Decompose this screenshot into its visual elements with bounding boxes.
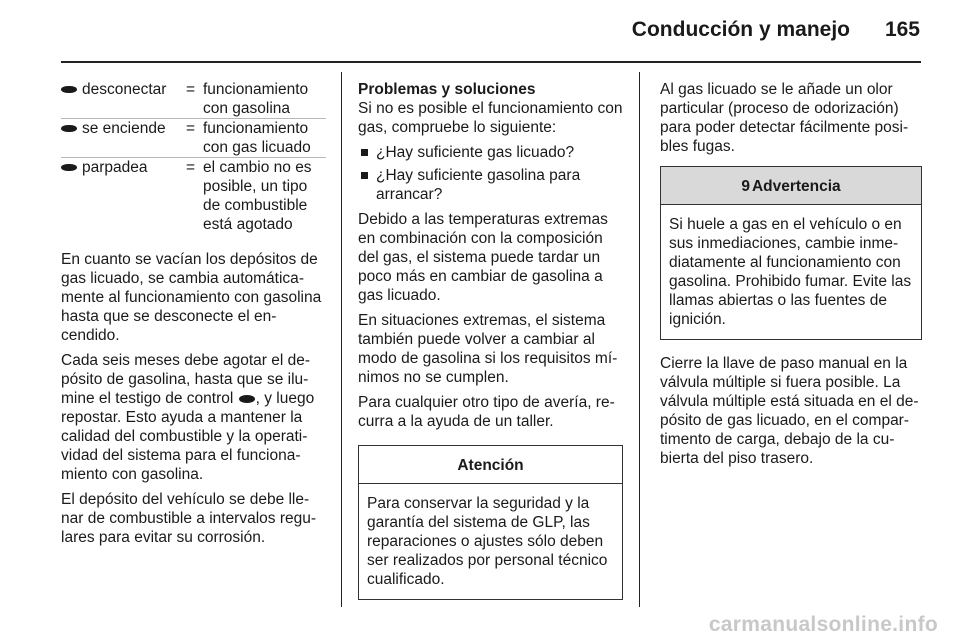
list-item: ¿Hay suficiente gasolina para arrancar? xyxy=(358,166,623,204)
paragraph: Si no es posible el funcionamiento con gas, compruebe lo siguiente: xyxy=(358,100,623,136)
paragraph: En cuanto se vacían los depósitos de gas licuado, se cambia automáticamente al funcionamiento con gasolina hasta que se desconecte el encendido. xyxy=(61,251,322,344)
paragraph: Debido a las temperaturas extremas en combinación con la composición del gas, el sistema puede tardar un poco más en cambiar de gasolina a gas licuado. xyxy=(358,211,608,304)
column-1 xyxy=(61,80,326,553)
indicator-row xyxy=(61,80,326,119)
lpg-lamp-icon xyxy=(239,395,255,403)
lpg-lamp-icon xyxy=(61,164,77,171)
paragraph: Al gas licuado se le añade un olor particular (proceso de odorización) para poder detectar fácilmente posibles fugas. xyxy=(660,81,909,155)
page-number: 165 xyxy=(884,18,920,41)
warning-header xyxy=(661,167,921,205)
paragraph: En situaciones extremas, el sistema también puede volver a cambiar al modo de gasolina si los requisitos mínimos no se cumplen. xyxy=(358,312,618,386)
paragraph: Cierre la llave de paso manual en la válvula múltiple si fuera posible. La válvula múltiple está situada en el depósito de gas licuado, en el compartimento de carga, debajo de la cubierta del piso trasero. xyxy=(660,355,919,467)
lpg-lamp-icon xyxy=(61,86,77,93)
indicator-equals: = xyxy=(186,159,196,176)
warning-body: Si huele a gas en el vehículo o en sus inmediaciones, cambie inmediatamente al funcionamiento con gasolina. Prohibido fumar. Evite las llamas abiertas o las fuentes de ignición. xyxy=(669,216,912,328)
indicator-row xyxy=(61,119,326,158)
indicator-equals: = xyxy=(186,120,196,137)
column-divider-1 xyxy=(341,72,342,607)
indicator-equals: = xyxy=(186,81,196,98)
notice-box xyxy=(358,445,623,600)
column-3 xyxy=(660,80,922,474)
notice-body: Para conservar la seguridad y la garantía del sistema de GLP, las reparaciones o ajustes sólo deben ser realizados por personal técnico cualificado. xyxy=(367,495,608,588)
section-heading: Problemas y soluciones xyxy=(358,81,536,98)
header-divider xyxy=(61,61,921,63)
lpg-lamp-icon xyxy=(61,125,77,132)
indicator-definition: el cambio no es posible, un tipo de combustible está agotado xyxy=(203,159,312,233)
column-divider-2 xyxy=(639,72,640,607)
indicator-table xyxy=(61,80,326,234)
warning-box xyxy=(660,166,922,340)
paragraph: Para cualquier otro tipo de avería, recurra a la ayuda de un taller. xyxy=(358,394,615,430)
indicator-definition: funcionamiento con gasolina xyxy=(203,81,309,117)
column-2 xyxy=(358,80,623,600)
indicator-term: parpadea xyxy=(82,159,148,176)
indicator-term: desconectar xyxy=(82,81,167,98)
page-title: Conducción y manejo xyxy=(631,18,850,41)
notice-title: Atención xyxy=(359,446,622,484)
list-item: ¿Hay suficiente gas licuado? xyxy=(358,143,623,162)
paragraph: El depósito del vehículo se debe llenar de combustible a intervalos regulares para evitar su corrosión. xyxy=(61,491,317,546)
indicator-row xyxy=(61,158,326,234)
indicator-term: se enciende xyxy=(82,120,166,137)
warning-title: Advertencia xyxy=(751,178,841,195)
page-header xyxy=(0,0,960,62)
checklist xyxy=(358,143,623,204)
watermark: carmanualsonline.info xyxy=(708,613,938,636)
warning-triangle-icon: 9 xyxy=(741,178,750,195)
paragraph: Cada seis meses debe agotar el depósito de gasolina, hasta que se ilumine el testigo de control , y luego repostar. Esto ayuda a mantener la calidad del combustible y la operatividad del sistema para el funcionamiento con gasolina. xyxy=(61,352,315,483)
indicator-definition: funcionamiento con gas licuado xyxy=(203,120,311,156)
